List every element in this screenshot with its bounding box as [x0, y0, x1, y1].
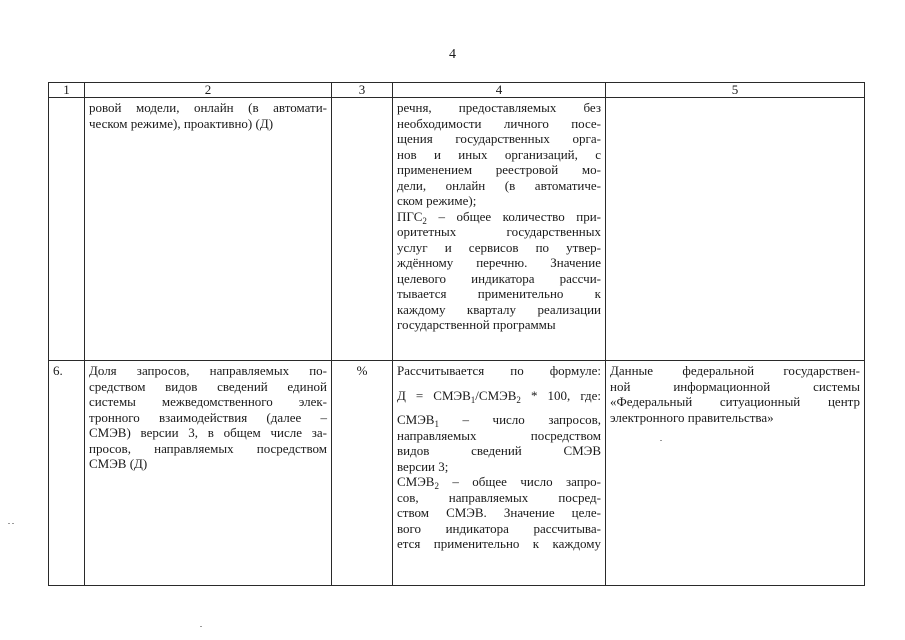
text-line: видов сведений СМЭВ	[397, 443, 601, 458]
header-col-3: 3	[332, 83, 393, 98]
pgs-subscript: 2	[422, 215, 427, 226]
text-line: речня, предоставляемых без	[397, 100, 601, 115]
text-line: ной информационной системы	[610, 378, 860, 394]
text-line: оритетных государственных	[397, 224, 601, 239]
formula-part: /СМЭВ	[475, 387, 517, 403]
text-line: услуг и сервисов по утвер-	[397, 239, 601, 255]
text-line: версии 3;	[397, 458, 449, 474]
scan-speck	[200, 626, 202, 627]
text-line: СМЭВ) версии 3, в общем числе за-	[89, 425, 327, 440]
text-line: Рассчитывается по формуле:	[397, 363, 601, 378]
table-row-continued	[49, 98, 865, 361]
formula-part: * 100, где:	[520, 387, 601, 403]
table-row-6	[49, 361, 865, 586]
unit-percent: %	[356, 363, 368, 378]
text-line: электронного правительства»	[610, 409, 774, 425]
cell-unit	[332, 361, 393, 586]
text-line: сов, направляемых посред-	[397, 489, 601, 505]
text-line: направляемых посредством	[397, 427, 601, 443]
header-col-5: 5	[606, 83, 865, 98]
cell-data-source	[606, 361, 865, 586]
text-line: тронного взаимодействия (далее –	[89, 409, 327, 425]
text-line: щения государственных орга-	[397, 131, 601, 146]
variable-1-definition	[397, 412, 601, 428]
cell-indicator-name	[85, 361, 332, 586]
header-col-1: 1	[49, 83, 85, 98]
text-line: применением реестровой мо-	[397, 162, 601, 177]
text-line: системы межведомственного элек-	[89, 394, 327, 409]
cell-method	[393, 361, 606, 586]
cell-source-empty	[606, 98, 865, 361]
variable-text: – общее число запро-	[438, 474, 601, 489]
row-number: 6.	[49, 361, 85, 586]
cell-method-continued	[393, 98, 606, 361]
text-line: ется применительно к каждому	[397, 536, 601, 551]
scan-speck	[660, 440, 662, 441]
cell-unit-empty	[332, 98, 393, 361]
page-number: 4	[449, 47, 456, 62]
text-line: ждённому перечню. Значение	[397, 255, 601, 270]
text-line: СМЭВ (Д)	[89, 456, 148, 471]
formula-subscript: 1	[470, 394, 476, 405]
text-line: «Федеральный ситуационный центр	[610, 394, 860, 409]
header-col-2: 2	[85, 83, 332, 98]
formula-part: Д = СМЭВ	[397, 387, 471, 403]
text-line: дели, онлайн (в автоматиче-	[397, 177, 601, 193]
text-line: ческом режиме), проактивно) (Д)	[89, 115, 274, 131]
formula-subscript: 2	[516, 394, 521, 405]
scan-speck	[12, 523, 14, 524]
variable-subscript: 1	[434, 419, 439, 429]
text-line: тывается применительно к	[397, 286, 601, 301]
text-line: целевого индикатора рассчи-	[397, 270, 601, 286]
scan-speck	[8, 523, 10, 524]
text-line: государственной программы	[397, 317, 556, 332]
variable-name: СМЭВ	[397, 474, 435, 489]
text-line: ровой модели, онлайн (в автомати-	[89, 100, 327, 115]
cell-indicator-continued	[85, 98, 332, 361]
text-line: необходимости личного посе-	[397, 115, 601, 131]
text-line: Данные федеральной государствен-	[610, 363, 860, 378]
variable-text: – число запросов,	[438, 412, 601, 427]
indicator-table	[48, 82, 865, 586]
text-line: средством видов сведений единой	[89, 378, 327, 394]
cell-number-empty	[49, 98, 85, 361]
text-line-pgs	[397, 209, 601, 225]
variable-subscript: 2	[434, 481, 439, 491]
text-line: ском режиме);	[397, 193, 477, 208]
text-line: вого индикатора рассчитыва-	[397, 520, 601, 536]
variable-name: СМЭВ	[397, 412, 435, 427]
pgs-rest: – общее количество при-	[426, 208, 601, 224]
text-line: просов, направляемых посредством	[89, 440, 327, 456]
text-line: каждому кварталу реализации	[397, 301, 601, 317]
header-row	[49, 83, 865, 98]
text-line: Доля запросов, направляемых по-	[89, 363, 327, 378]
header-col-4: 4	[393, 83, 606, 98]
text-line: нов и иных организаций, с	[397, 146, 601, 162]
variable-2-definition	[397, 474, 601, 490]
pgs-name: ПГС	[397, 208, 423, 224]
text-line: ством СМЭВ. Значение целе-	[397, 505, 601, 520]
formula	[397, 388, 601, 404]
